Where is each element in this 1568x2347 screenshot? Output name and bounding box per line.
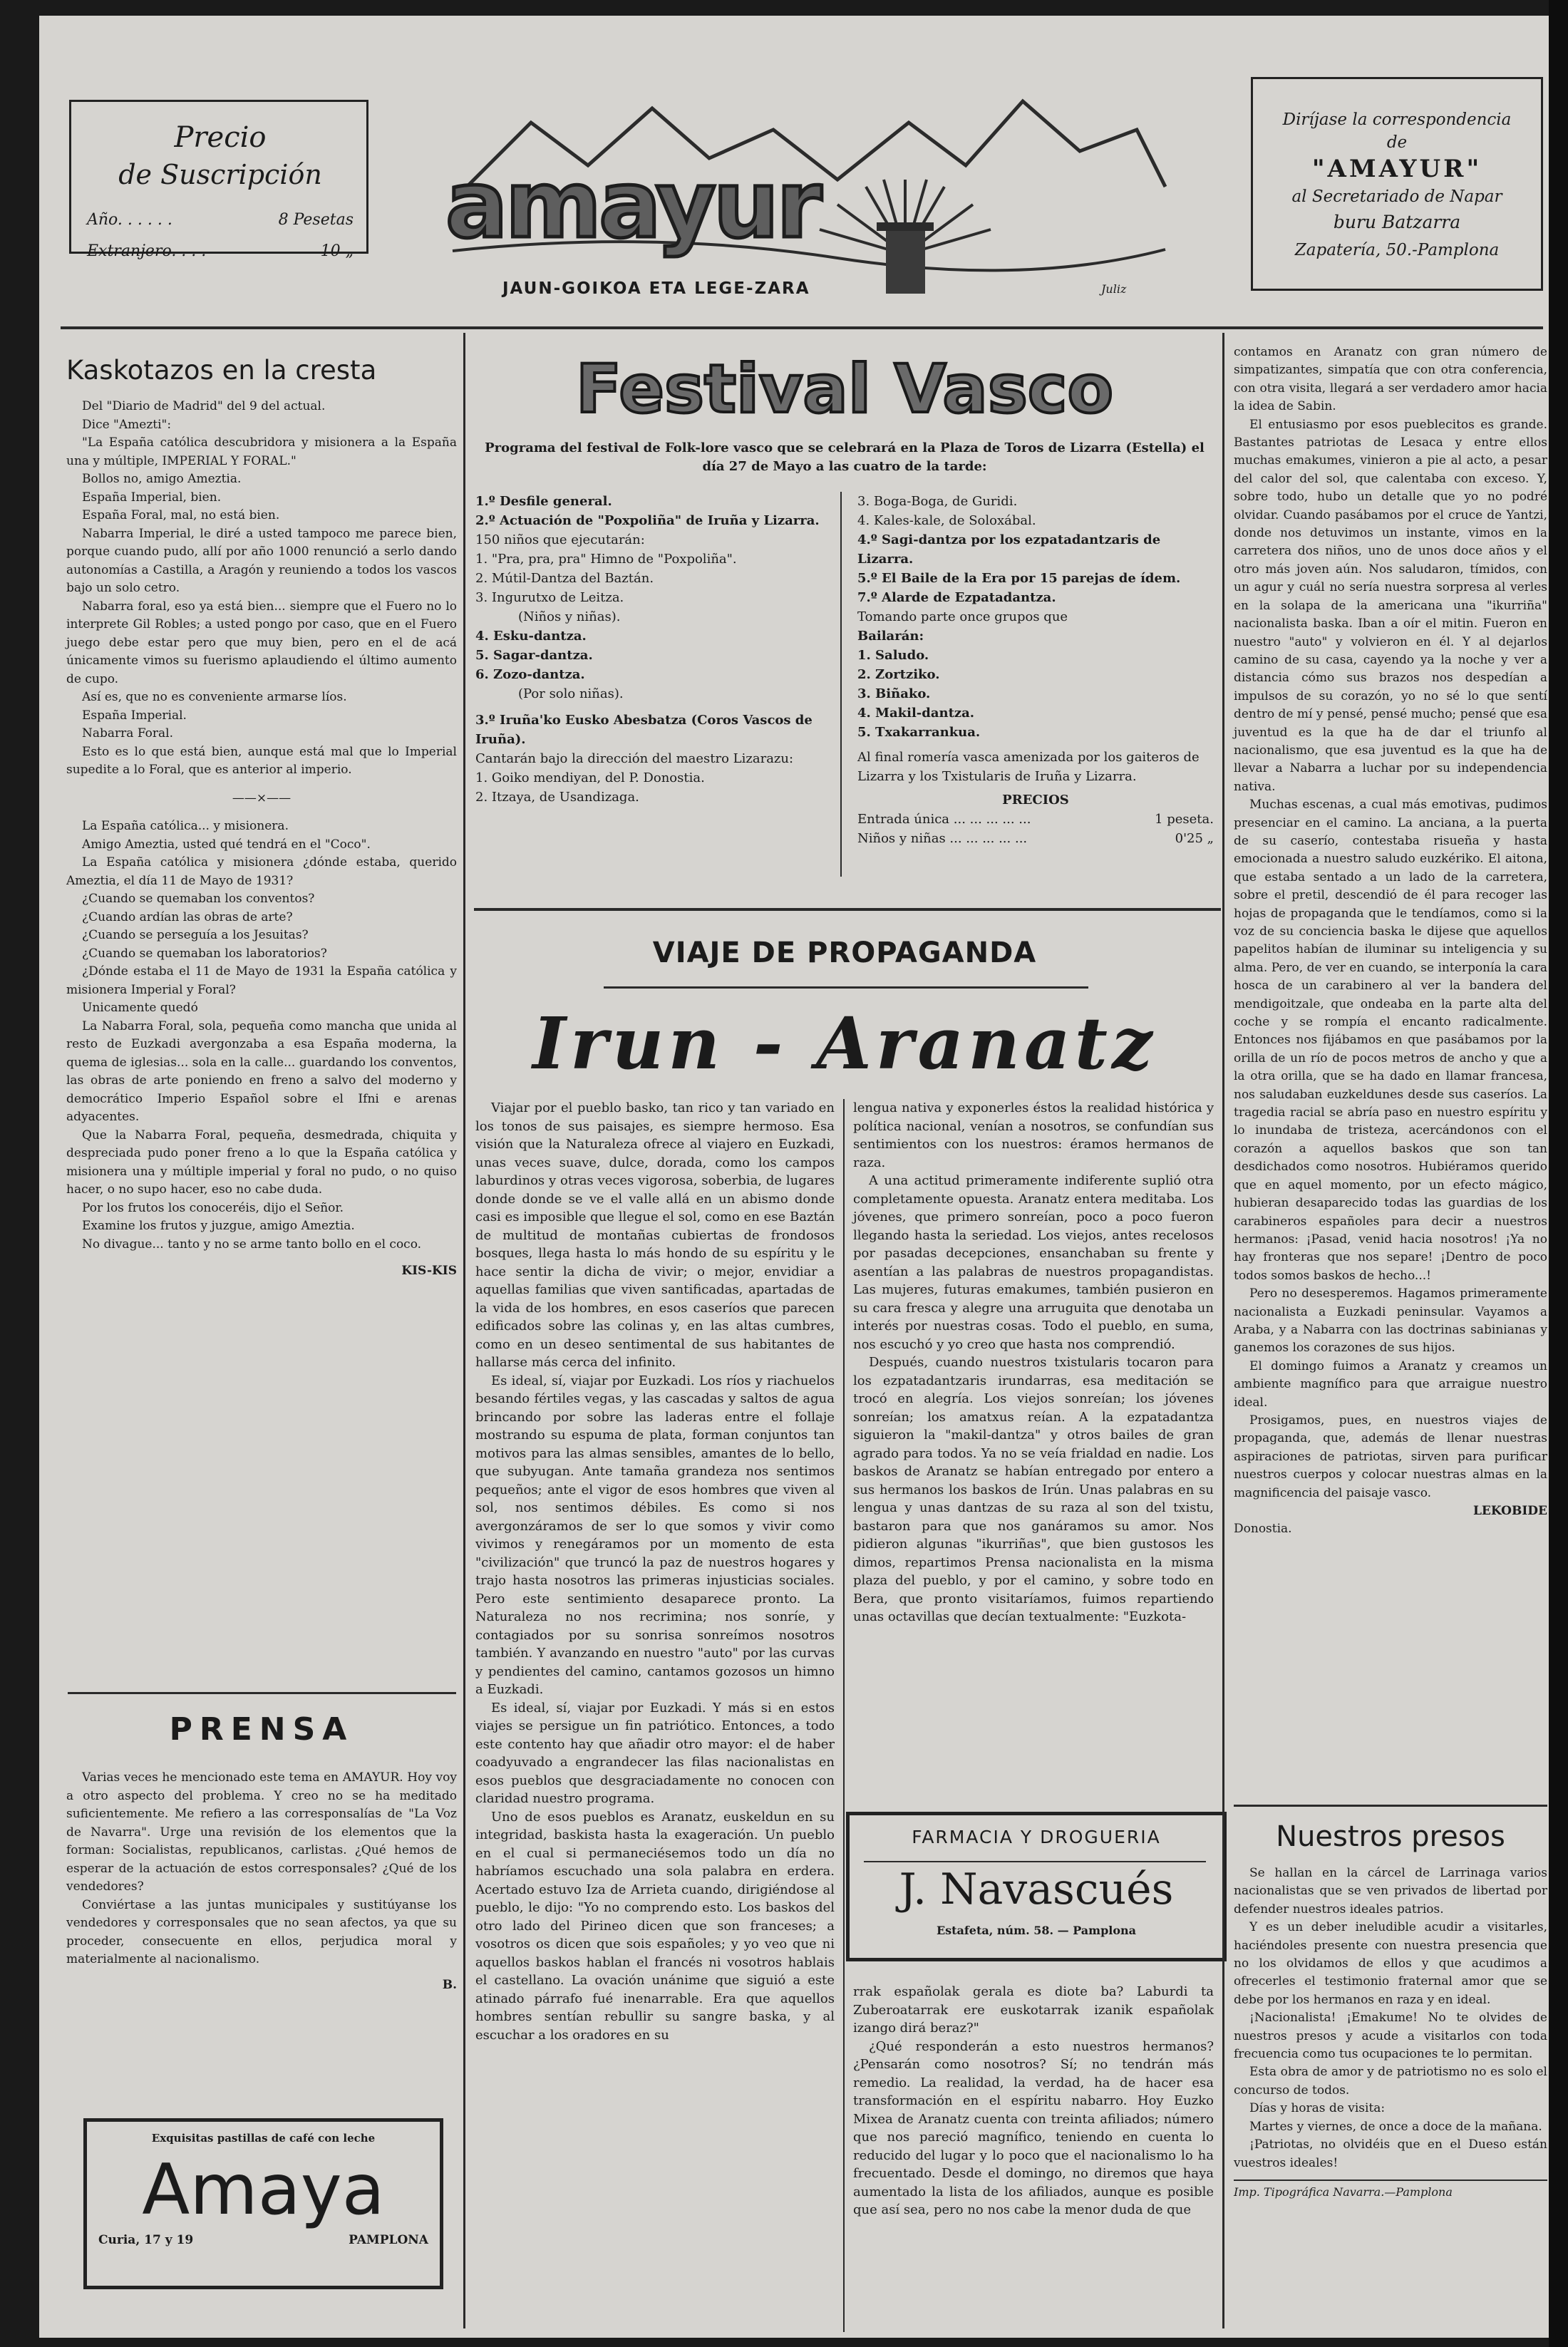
festival-intro: Programa del festival de Folk-lore vasco que se celebrará en la Plaza de Toros de Lizarra (Estella) el día 27 de Mayo a las cuatro de la tarde: xyxy=(485,440,1205,474)
masthead-logo xyxy=(438,80,1172,315)
addr-line: buru Batzarra xyxy=(1333,212,1461,232)
artist-signature: Juliz xyxy=(1101,282,1127,296)
ad-brand-name: Amaya xyxy=(142,2150,385,2231)
printer-imprint: Imp. Tipográfica Navarra.—Pamplona xyxy=(1234,2184,1453,2199)
ad-address: Curia, 17 y 19 PAMPLONA xyxy=(98,2233,428,2247)
price-row: Extranjero. . . . 10 „ xyxy=(87,242,354,260)
presos-article xyxy=(1234,1813,1547,2199)
correspondence-box xyxy=(1251,77,1543,291)
farmacia-name: J. Navascués xyxy=(899,1864,1174,1914)
addr-line: al Secretariado de Napar xyxy=(1291,187,1502,206)
logo-tagline: JAUN-GOIKOA ETA LEGE-ZARA xyxy=(502,279,810,298)
addr-line: Zapatería, 50.-Pamplona xyxy=(1294,241,1500,259)
byline: KIS-KIS xyxy=(401,1264,457,1278)
prensa-title: PRENSA xyxy=(169,1711,354,1748)
viaje-kicker: VIAJE DE PROPAGANDA xyxy=(652,937,1037,969)
price-title: Precio xyxy=(174,121,267,154)
addr-line: Diríjase la correspondencia xyxy=(1282,110,1512,129)
byline: B. xyxy=(442,1977,457,1992)
price-subtitle: de Suscripción xyxy=(118,159,322,190)
section-separator: ——×—— xyxy=(232,790,292,805)
viaje-column-rule xyxy=(843,1099,845,2332)
farmacia-advertisement xyxy=(846,1812,1227,1961)
kaskotazos-body: Del "Diario de Madrid" del 9 del actual. Dice "Amezti": "La España católica descubridora y misionera a la España una y múltiple, IMPERIAL Y FORAL." Bollos no, amigo Ameztia. España Imperial, bien. España Foral, mal, no está bien. Nabarra Imperial, le diré a usted tampoco me parece bien, porque cuando pudo, allí por año 1000 renunció a serlo dando autonomías a Castilla, a Aragón y reuniendo a todos los vascos bajo un solo cetro. Nabarra foral, eso ya está bien... siempre que el Fuero no lo interprete Gil Robles; a usted pongo por caso, que en el Fuero juego debe estar pero que muy bien, pero en el de acá únicamente vimos su fuerismo aplaudiendo el último aumento de cupo. Así es, que no es conveniente armarse líos. España Imperial. Nabarra Foral. Esto es lo que está bien, aunque está mal que lo Imperial supedite a lo Foral, que es anterior al imperio. ——×—— La España católica... y misionera. Amigo Ameztia, usted qué tendrá en el "Coco". La España católica y misionera ¿dónde estaba, querido Ameztia, el día 11 de Mayo de 1931? ¿Cuando se quemaban los conventos? ¿Cuando ardían las obras de arte? ¿Cuando se perseguía a los Jesuitas? ¿Cuando se quemaban los laboratorios? ¿Dónde estaba el 11 de Mayo de 1931 la España católica y misionera Imperial y Foral? Unicamente quedó La Nabarra Foral, sola, pequeña como mancha que unida al resto de Euzkadi avergonzaba a esa España moderna, la quema de iglesias... sola en la calle... guardando los conventos, las obras de arte poniendo en freno a salvo del moderno y democrático Imperio Español sobre el Ifni e arenas adyacentes. Que la Nabarra Foral, pequeña, desmedrada, chiquita y despreciada pudo poner freno a lo que la España católica y misionera una y múltiple imperial y foral no pudo, o no quiso hacer, o no supo hacer, eso no cabe duda. Por los frutos los conoceréis, dijo el Señor. Examine los frutos y juzgue, amigo Ameztia. No divague... tanto y no se arme tanto bollo en el coco. KIS-KIS xyxy=(66,398,457,1281)
amaya-advertisement xyxy=(83,2118,443,2289)
column-rule xyxy=(68,1692,456,1694)
price-line: Entrada única ... ... ... ... ... 1 peseta. xyxy=(857,812,1214,827)
dateline: Donostia. xyxy=(1234,1522,1292,1537)
column-divider xyxy=(463,333,465,2328)
section-rule xyxy=(474,908,1221,911)
viaje-column-1: Viajar por el pueblo basko, tan rico y tan variado en los tonos de sus paisajes, es siempre hermoso. Esa visión que la Naturaleza ofrece al viajero en Euzkadi, unas veces suave, dulce, dorada, como los campos laburdinos y otras veces vigorosa, soberbia, de lugares donde donde se ve el valle allá en un abismo donde casi es imposible que llegue el sol, como en ese Baztán de multitud de montañas cubiertas de frondosos bosques, llega hasta lo más hondo de su espíritu y le hace sentir la dicha de vivir; o mejor, envidiar a aquellas familias que viven santificadas, apartadas de la vida de los hombres, en esos caseríos que parecen edificados sobre las colinas y, en las altas cumbres, como en un deseo sentimental de sus habitantes de hallarse más cerca del infinito. Es ideal, sí, viajar por Euzkadi. Los ríos y riachuelos besando fértiles vegas, y las cascadas y saltos de agua brincando por sobre las laderas entre el follaje mostrando su espuma de plata, forman conjuntos tan motivos para las almas sensibles, amantes de lo bello, que subyugan. Ante tamaña grandeza nos sentimos pequeños; ante el vigor de esos hombres que viven al sol, nos sentimos débiles. Es como si nos avergonzáramos de ser lo que somos y vivir como vivimos y renegáramos por un momento de esta "civilización" que truncó la paz de nuestros hogares y trajo hasta nosotros las primeras injusticias sociales. Pero este sentimiento desaparece pronto. La Naturaleza no nos recrimina; nos sonríe, y contagiados por su sonrisa sonreímos nosotros también. Y avanzando en nuestro "auto" por las curvas y pendientes del camino, cantamos gozosos un himno a Euzkadi. Es ideal, sí, viajar por Euzkadi. Y más si en estos viajes se persigue un fin patriótico. Entonces, a todo este contento hay que añadir otro mayor: el de haber coadyuvado a engrandecer las filas nacionalistas en esos pueblos que desgraciadamente no conocen con claridad nuestro programa. Uno de esos pueblos es Aranatz, euskeldun en su integridad, baskista hasta la exageración. Un pueblo en el cual si permaneciésemos todo un día no habríamos escuchado una sola palabra en erdera. Acertado estuvo Iza de Arrieta cuando, dirigiéndose al pueblo, le dijo: "Yo no comprendo esto. Los baskos del otro lado del Pirineo dicen que son franceses; a vosotros os dicen que sois españoles; y yo veo que ni aquellos baskos hablan el francés ni vosotros hablais el castellano. La ovación unánime que siguió a este atinado párrafo fué inenarrable. Era que aquellos hombres sentían rebullir su sangre baska, y al escuchar a los oradores en su xyxy=(475,1100,835,2043)
byline: LEKOBIDE xyxy=(1472,1504,1547,1518)
farmacia-rule xyxy=(864,1861,1206,1862)
festival-program-col1: 1.º Desfile general. 2.º Actuación de "Poxpoliña" de Iruña y Lizarra. 150 niños que ejecutarán: 1. "Pra, pra, pra" Himno de "Poxpoliña". 2. Mútil-Dantza del Baztán. 3. Ingurutxo de Leitza. (Niños y niñas). 4. Esku-dantza. 5. Sagar-dantza. 6. Zozo-dantza. (Por solo niñas). 3.º Iruña'ko Eusko Abesbatza (Coros Vascos de Iruña). Cantarán bajo la dirección del maestro Lizarazu: 1. Goiko mendiyan, del P. Donostia. 2. Itzaya, de Usandizaga. xyxy=(475,494,820,805)
festival-program-col2: 3. Boga-Boga, de Guridi. 4. Kales-kale, de Soloxábal. 4.º Sagi-dantza por los ezpatadantzaris de Lizarra. 5.º El Baile de la Era por 15 parejas de ídem. 7.º Alarde de Ezpatadantza. Tomando parte once grupos que Bailarán: 1. Saludo. 2. Zortziko. 3. Biñako. 4. Makil-dantza. 5. Txakarrankua. Al final romería vasca amenizada por los gaiteros de Lizarra y los Txistularis de Iruña y Lizarra. PRECIOS Entrada única ... ... ... ... ... 1 peseta. Niños y niñas ... ... ... ... ... 0'25 „ xyxy=(857,492,1214,877)
addr-line: "AMAYUR" xyxy=(1311,155,1482,183)
addr-line: de xyxy=(1386,133,1408,152)
farmacia-heading: FARMACIA Y DROGUERIA xyxy=(912,1827,1161,1847)
price-line: Niños y niñas ... ... ... ... ... 0'25 „ xyxy=(857,831,1214,846)
price-rows xyxy=(87,205,354,267)
prensa-article xyxy=(66,1705,457,1994)
prices-heading: PRECIOS xyxy=(1002,793,1069,808)
logo-wordmark: amayur xyxy=(445,150,820,259)
ad-tagline: Exquisitas pastillas de café con leche xyxy=(151,2132,376,2145)
price-box xyxy=(69,100,368,260)
kaskotazos-article xyxy=(66,351,457,1281)
prensa-body: Varias veces he mencionado este tema en AMAYUR. Hoy voy a otro aspecto del problema. Y creo no se ha meditado suficientemente. Me refiero a las corresponsalías de "La Voz de Navarra". Urge una revisión de los elementos que la forman: Socialistas, republicanos, carlistas. ¿Qué hemos de esperar de la actuación de estos corresponsales? ¿Qué de los vendedores? Conviértase a las juntas municipales y sustitúyanse los vendedores y corresponsales que no sean afectos, ya que su proceder, consecuente en ellos, perjudica moral y materialmente al nacionalismo. B. xyxy=(66,1769,457,1994)
imprint-rule xyxy=(1234,2180,1547,2181)
farmacia-address: Estafeta, núm. 58. — Pamplona xyxy=(936,1924,1137,1937)
presos-body: Se hallan en la cárcel de Larrinaga varios nacionalistas que se ven privados de libertad por defender nuestros ideales patrios. Y es un deber ineludible acudir a visitarles, haciéndoles presente con nuestra presencia que no los olvidamos de ellos y que acudimos a ofrecerles el testimonio fraternal amor que se debe por los hermanos en raza y en ideal. ¡Nacionalista! ¡Emakume! No te olvides de nuestros presos y acude a visitarlos con toda frecuencia como tus ocupaciones te lo permitan. Esta obra de amor y de patriotismo no es solo el concurso de todos. Días y horas de visita: Martes y viernes, de once a doce de la mañana. ¡Patriotas, no olvidéis que en el Dueso están vuestros ideales! xyxy=(1234,1866,1547,2170)
masthead-rule xyxy=(61,326,1543,329)
viaje-continuation: contamos en Aranatz con gran número de simpatizantes, simpatía que con otra conferencia, con otra visita, llegará a ser verdadero amor hacia la idea de Sabin. El entusiasmo por esos pueblecitos es grande. Bastantes patriotas de Lesaca y entre ellos muchas emakumes, vinieron a pie al acto, a pesar del calor del sol, que calentaba con exceso. Y, sobre todo, hubo un detalle que yo no podré olvidar. Cuando pasábamos por el cruce de Yantzi, donde nos detuvimos un instante, vimos en la carretera dos niños, uno de unos doce años y el otro más joven aún. Nos saludaron, tímidos, con un agur y cuál no sería nuestra sorpresa al verles en la solapa de la americana una "ikurriña" nacionalista baska. Iban a oír el mitin. Fueron en nuestro "auto" y volvieron en él. Y al dejarlos camino de su casa, cayendo ya la noche y ver a distancia cómo sus brazos nos despedían a impulsos de su corazón, yo no sé lo que sentí dentro de mí y pensé, pensé mucho; pensé que esa juventud es la que ha de dar el triunfo al nacionalismo, que esa juventud es la que ha de llevar a Nabarra a luchar por su independencia nativa. Muchas escenas, a cual más emotivas, pudimos presenciar en el camino. La anciana, a la puerta de su caserío, contestaba risueña y hasta emocionada a nuestro saludo euzkériko. El aitona, que estaba sentado a un lado de la carretera, sobre el pretil, descendió de él para recoger las hojas de propaganda que le tendíamos, como si la voz de su conciencia baska le dijese que aquellos papelitos habían de iluminar su inteligencia y su alma. Pero, de ver en cuando, se interponía la cara hosca de un carabinero al ver la bandera del mendigoitzale, que ondeaba en la parte alta del coche y se rompía el encanto radicalmente. Entonces nos fijábamos en que pasábamos por la orilla de un río de pocos metros de ancho y que a la otra orilla, que se ha dado en llamar francesa, nos saludaban euzkeldunes desde sus caseríos. La tragedia racial se abría paso en nuestro espíritu y lo inundaba de tristeza, acercándonos con el corazón a aquellos baskos que son tan desdichados como nosotros. Hubiéramos querido que en aquel momento, por un efecto mágico, hubieran desaparecido todas las guardias de los carabineros españoles para decir a nuestros hermanos: ¡Pasad, venid hacia nosotros! ¡Ya no hay fronteras que nos separe! ¡Dentro de poco todos somos baskos de hecho...! Pero no desesperemos. Hagamos primeramente nacionalista a Euzkadi peninsular. Vayamos a Araba, y a Nabarra con las doctrinas sabinianas y ganemos los corazones de sus hijos. El domingo fuimos a Aranatz y creamos un ambiente magnífico para que arraigue nuestro ideal. Prosigamos, pues, en nuestros viajes de propaganda, que, además de llenar nuestras aspiraciones de patriotas, sirven para purificar nuestros cuerpos y colocar nuestras almas en la magnificencia del paisaje vasco. LEKOBIDE Donostia. xyxy=(1234,344,1547,1539)
presos-title: Nuestros presos xyxy=(1276,1820,1505,1853)
viaje-article xyxy=(475,928,1214,1093)
newspaper-page xyxy=(39,16,1549,2338)
festival-column-rule xyxy=(840,492,842,877)
festival-title: Festival Vasco xyxy=(575,351,1114,428)
column-divider xyxy=(1222,333,1224,2328)
kaskotazos-title: Kaskotazos en la cresta xyxy=(66,355,377,386)
price-row: Año. . . . . . 8 Pesetas xyxy=(87,211,354,229)
viaje-title: Irun - Aranatz xyxy=(532,1001,1157,1085)
page-edge-shadow xyxy=(1549,0,1568,2347)
viaje-column-2: lengua nativa y exponerles éstos la realidad histórica y política nacional, venían a nosotros, se confundían sus sentimientos con los nuestros: éramos hermanos de raza. A una actitud primeramente indiferente suplió otra completamente opuesta. Aranatz entera meditaba. Los jóvenes, que primero sonreían, poco a poco fueron llegando hasta la seriedad. Los viejos, antes recelosos por pasadas decepciones, ensanchaban su frente y asentían a las palabras de nuestros propagandistas. Las mujeres, futuras emakumes, también pusieron en su cara fresca y alegre una arruguita que denotaba un interés por nuestras cosas. Todo el pueblo, en suma, nos escuchó y yo creo que hasta nos comprendió. Después, cuando nuestros txistularis tocaron para los ezpatadantzaris irundarras, esa meditación se trocó en alegría. Los viejos sonreían; los jóvenes sonreían; los amatxus reían. A la ezpatadantza siguieron la "makil-dantza" y otros bailes de gran agrado para todos. Ya no se veía frialdad en nadie. Los baskos de Aranatz se habían entregado por entero a sus hermanos los baskos de Irún. Unas palabras en su lengua y unas dantzas de su raza al son del txistu, bastaron para que nos ganáramos su amor. Nos pidieron algunas "ikurriñas", que bien gustosos les dimos, repartimos Prensa nacionalista en la misma plaza del pueblo, y por el camino, y sobre todo en Bera, que pronto visitaríamos, fuimos repartiendo unas octavillas que decían textualmente: "Euzkota- xyxy=(853,1100,1214,1624)
column-rule xyxy=(1234,1805,1547,1807)
kicker-rule xyxy=(604,986,1088,989)
viaje-column-2-continued: rrak españolak gerala es diote ba? Laburdi ta Zuberoatarrak ere euskotarrak izanik españolak izango dirá beraz?" ¿Qué responderán a esto nuestros hermanos? ¿Pensarán como nosotros? Sí; no tendrán más remedio. La realidad, la verdad, ha de hacer esa transformación en el espíritu nabarro. Hoy Euzko Mixea de Aranatz cuenta con treinta afiliados; número que nos pareció magnífico, teniendo en cuenta lo reducido del lugar y lo poco que el nacionalismo lo ha frecuentado. Desde el domingo, no diremos que haya aumentado la lista de los afiliados, aunque es posible que así sea, pero no nos cabe la menor duda de que xyxy=(853,1984,1214,2217)
festival-article xyxy=(475,351,1214,877)
